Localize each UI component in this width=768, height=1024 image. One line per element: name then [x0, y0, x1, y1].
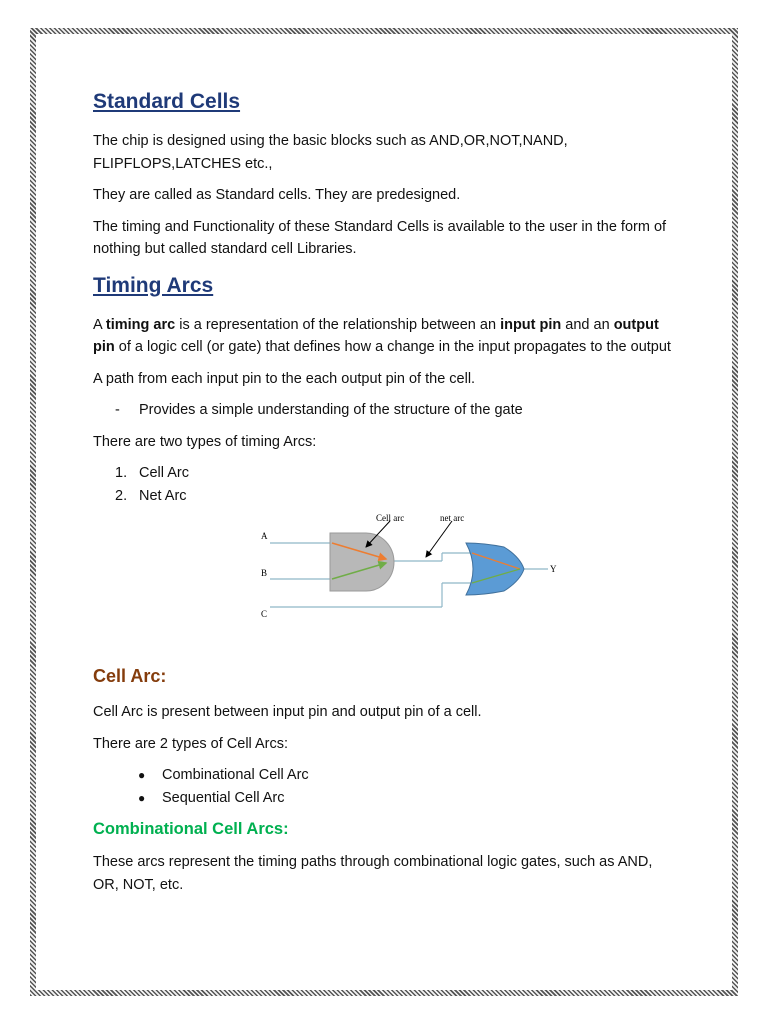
- heading-combinational-cell-arcs: Combinational Cell Arcs:: [93, 820, 289, 838]
- list-item-label: Net Arc: [139, 487, 187, 504]
- gate-diagram-svg: [258, 513, 568, 653]
- bullet-marker: ●: [138, 768, 146, 782]
- list-item: [93, 764, 673, 787]
- bold-term-output-pin: output pin: [93, 316, 659, 355]
- text-run: A: [93, 316, 106, 333]
- list-item-label: Cell Arc: [139, 465, 189, 481]
- paragraph: The timing and Functionality of these Standard Cells is available to the user in the form of nothing but called standard cell Libraries.: [93, 218, 667, 257]
- bold-term-input-pin: input pin: [500, 316, 562, 333]
- paragraph: These arcs represent the timing paths through combinational logic gates, such as AND, OR, NOT, etc.: [93, 854, 653, 893]
- heading-cell-arc: Cell Arc:: [93, 666, 167, 686]
- text-run: of a logic cell (or gate) that defines how a change in the input propagates to the output: [114, 339, 671, 355]
- timing-arc-diagram: [93, 513, 673, 653]
- dash-marker: -: [115, 402, 120, 418]
- paragraph: A path from each input pin to the each output pin of the cell.: [93, 370, 476, 387]
- pin-c-label: C: [261, 609, 268, 619]
- paragraph-timing-arc-definition: [93, 314, 673, 359]
- dash-item-text: Provides a simple understanding of the structure of the gate: [139, 402, 523, 418]
- paragraph: There are two types of timing Arcs:: [93, 433, 317, 450]
- bullet-marker: ●: [138, 790, 146, 805]
- list-item: [93, 462, 673, 485]
- heading-timing-arcs: Timing Arcs: [93, 273, 214, 297]
- timing-arc-types-list: [93, 462, 673, 507]
- heading-standard-cells: Standard Cells: [93, 90, 241, 113]
- pin-y-label: Y: [550, 564, 557, 574]
- or-gate-icon: [466, 543, 524, 595]
- cell-arc-label: Cell arc: [376, 513, 405, 523]
- list-number: 2.: [115, 487, 128, 504]
- text-run: is a representation of the relationship between an: [175, 316, 501, 333]
- net-arc-label: net arc: [440, 513, 465, 523]
- paragraph: Cell Arc is present between input pin and output pin of a cell.: [93, 704, 482, 720]
- list-item: [93, 787, 673, 810]
- list-item-label: Combinational Cell Arc: [162, 767, 309, 783]
- cell-arc-types-list: [93, 764, 673, 809]
- paragraph: There are 2 types of Cell Arcs:: [93, 735, 289, 752]
- list-item: [93, 485, 673, 508]
- text-run: and an: [561, 316, 614, 333]
- and-gate-icon: [330, 533, 394, 591]
- paragraph: They are called as Standard cells. They are predesigned.: [93, 187, 461, 203]
- paragraph: The chip is designed using the basic blocks such as AND,OR,NOT,NAND, FLIPFLOPS,LATCHES etc.,: [93, 133, 568, 172]
- list-item-label: Sequential Cell Arc: [162, 789, 285, 806]
- dash-list-item: [115, 399, 673, 422]
- bold-term-timing-arc: timing arc: [105, 316, 176, 333]
- net-arc-pointer: [426, 521, 452, 557]
- document-body: [93, 86, 673, 905]
- pin-b-label: B: [261, 568, 268, 578]
- pin-a-label: A: [261, 531, 268, 541]
- list-number: 1.: [115, 465, 128, 481]
